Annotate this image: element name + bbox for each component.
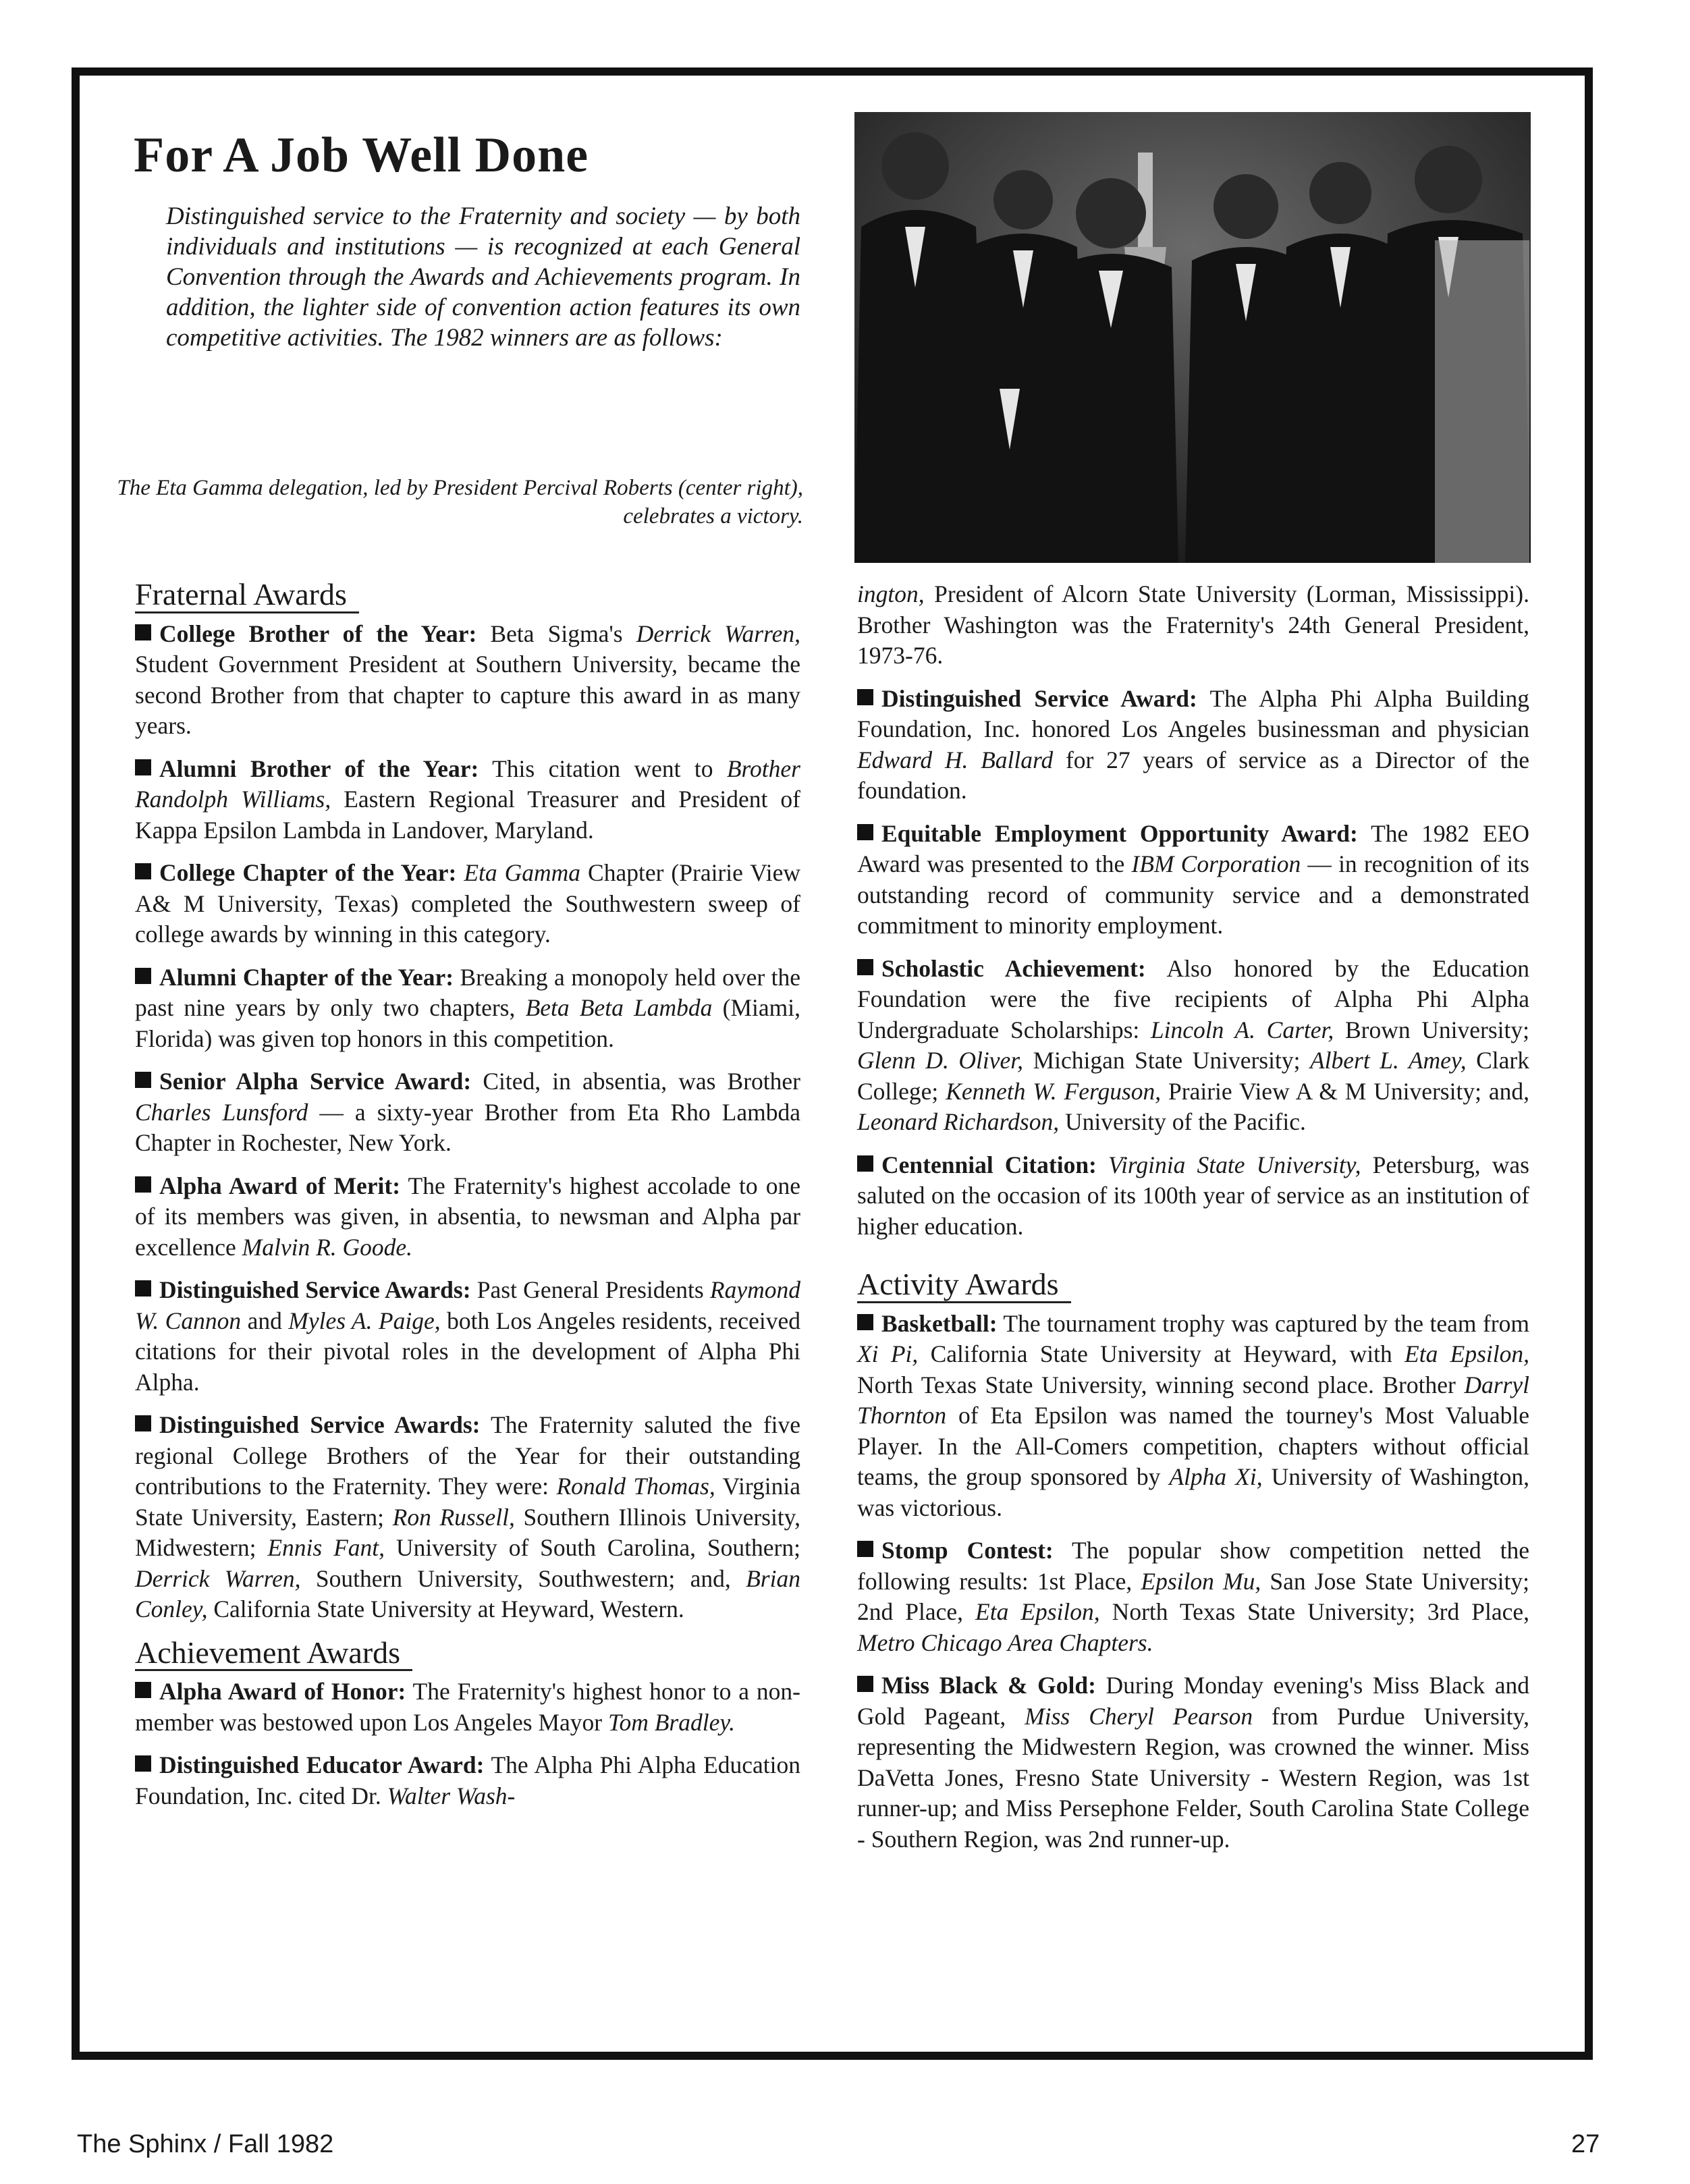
bullet-icon <box>135 1682 151 1698</box>
page-number: 27 <box>1571 2130 1600 2158</box>
award-distinguished-educator: Distinguished Educator Award: The Alpha Phi Alpha Education Foundation, Inc. cited Dr. Walter Wash- <box>135 1751 800 1809</box>
bullet-icon <box>135 863 151 879</box>
bullet-icon <box>135 1280 151 1296</box>
award-scholastic: Scholastic Achievement: Also honored by the Education Foundation were the five recipients of Alpha Phi Alpha Undergraduate Scholarships: Lincoln A. Carter, Brown University; Glenn D. Oliver, Michigan State University; Albert L. Amey, Clark College; Kenneth W. Ferguson, Prairie View A & M University; and, Leonard Richardson, University of the Pacific. <box>857 954 1530 1135</box>
bullet-icon <box>135 1415 151 1431</box>
right-column <box>857 579 1529 1867</box>
fraternal-awards-heading: Fraternal Awards <box>135 579 359 613</box>
intro-paragraph: Distinguished service to the Fraternity and society — by both individuals and institutions — is recognized at each General Convention through the Awards and Achievements program. In addition, the lighter side of convention action features its own competitive activities. The 1982 winners are as follows: <box>166 202 800 352</box>
article-title: For A Job Well Done <box>134 128 589 183</box>
photo-caption: The Eta Gamma delegation, led by President Percival Roberts (center right), celebrates a victory. <box>117 476 803 528</box>
achievement-awards-heading: Achievement Awards <box>135 1637 412 1672</box>
bullet-icon <box>857 1676 873 1692</box>
bullet-icon <box>857 824 873 840</box>
activity-awards-heading: Activity Awards <box>857 1269 1071 1303</box>
group-photo <box>854 112 1531 563</box>
bullet-icon <box>135 1176 151 1193</box>
footer-publication: The Sphinx / Fall 1982 <box>77 2130 334 2158</box>
award-miss-black-gold: Miss Black & Gold: During Monday evening's Miss Black and Gold Pageant, Miss Cheryl Pearson from Purdue University, representing the Midwestern Region, was crowned the winner. Miss DaVetta Jones, Fresno State University - Western Region, was 1st runner-up; and Miss Persephone Felder, South Carolina State College - Southern Region, was 2nd runner-up. <box>857 1672 1529 1853</box>
group-photo-icon <box>854 112 1531 563</box>
award-educator-continued: ington, President of Alcorn State University (Lorman, Mississippi). Brother Washington was the Fraternity's 24th General President, 1973-76. <box>857 580 1529 669</box>
bullet-icon <box>135 759 151 775</box>
award-alpha-honor: Alpha Award of Honor: The Fraternity's highest honor to a non-member was bestowed upon Los Angeles Mayor Tom Bradley. <box>135 1678 800 1736</box>
left-column <box>135 579 800 1824</box>
award-stomp-contest: Stomp Contest: The popular show competition netted the following results: 1st Place, Epsilon Mu, San Jose State University; 2nd Place, Eta Epsilon, North Texas State University; 3rd Place, Metro Chicago Area Chapters. <box>857 1537 1529 1656</box>
bullet-icon <box>857 959 873 975</box>
award-alpha-merit: Alpha Award of Merit: The Fraternity's highest accolade to one of its members was given, in absentia, to newsman and Alpha par excellence Malvin R. Goode. <box>135 1172 800 1261</box>
bullet-icon <box>857 689 873 705</box>
bullet-icon <box>857 1541 873 1557</box>
bullet-icon <box>135 968 151 984</box>
award-distinguished-service-building: Distinguished Service Award: The Alpha Phi Alpha Building Foundation, Inc. honored Los Angeles businessman and physician Edward H. Ballard for 27 years of service as a Director of the foundation. <box>857 684 1529 804</box>
bullet-icon <box>135 624 151 640</box>
bullet-icon <box>135 1072 151 1088</box>
award-alumni-brother: Alumni Brother of the Year: This citation went to Brother Randolph Williams, Eastern Regional Treasurer and President of Kappa Epsilon Lambda in Landover, Maryland. <box>135 755 800 844</box>
award-eeo: Equitable Employment Opportunity Award: The 1982 EEO Award was presented to the IBM Corporation — in recognition of its outstanding record of community service and a demonstrated commitment to minority employment. <box>857 819 1529 939</box>
award-centennial: Centennial Citation: Virginia State University, Petersburg, was saluted on the occasion of its 100th year of service as an institution of higher education. <box>857 1151 1529 1240</box>
award-college-brother: College Brother of the Year: Beta Sigma's Derrick Warren, Student Government President at Southern University, became the second Brother from that chapter to capture this award in as many years. <box>135 620 800 739</box>
award-distinguished-service-regional: Distinguished Service Awards: The Fraternity saluted the five regional College Brothers of the Year for their outstanding contributions to the Fraternity. They were: Ronald Thomas, Virginia State University, Eastern; Ron Russell, Southern Illinois University, Midwestern; Ennis Fant, University of South Carolina, Southern; Derrick Warren, Southern University, Southwestern; and, Brian Conley, California State University at Heyward, Western. <box>135 1411 801 1622</box>
award-senior-alpha-service: Senior Alpha Service Award: Cited, in absentia, was Brother Charles Lunsford — a sixty-year Brother from Eta Rho Lambda Chapter in Rochester, New York. <box>135 1068 800 1156</box>
award-distinguished-service-presidents: Distinguished Service Awards: Past General Presidents Raymond W. Cannon and Myles A. Paige, both Los Angeles residents, received citations for their pivotal roles in the development of Alpha Phi Alpha. <box>135 1276 800 1396</box>
bullet-icon <box>857 1314 873 1330</box>
bullet-icon <box>857 1155 873 1172</box>
award-college-chapter: College Chapter of the Year: Eta Gamma Chapter (Prairie View A& M University, Texas) completed the Southwestern sweep of college awards by winning in this category. <box>135 859 800 948</box>
award-alumni-chapter: Alumni Chapter of the Year: Breaking a monopoly held over the past nine years by only two chapters, Beta Beta Lambda (Miami, Florida) was given top honors in this competition. <box>135 963 800 1052</box>
bullet-icon <box>135 1755 151 1772</box>
award-basketball: Basketball: The tournament trophy was captured by the team from Xi Pi, California State University at Heyward, with Eta Epsilon, North Texas State University, winning second place. Brother Darryl Thornton of Eta Epsilon was named the tourney's Most Valuable Player. In the All-Comers competition, chapters without official teams, the group sponsored by Alpha Xi, University of Washington, was victorious. <box>857 1309 1529 1521</box>
